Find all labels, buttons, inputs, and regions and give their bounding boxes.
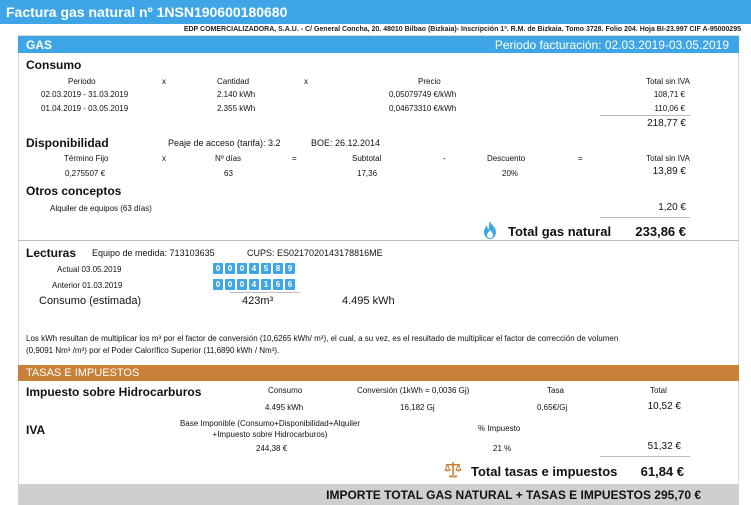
equipo-text: Equipo de medida: 713103635 (92, 248, 215, 258)
consumo-m3: 423m³ (242, 295, 274, 307)
disponibilidad-title: Disponibilidad (26, 136, 109, 150)
reading-digit: 0 (225, 279, 235, 290)
tasas-section-bar (18, 365, 739, 381)
invoice-title: Factura gas natural nº 1NSN190600180680 (6, 4, 288, 20)
iva-col-pct: % Impuesto (478, 424, 521, 433)
col-x2: x (304, 77, 308, 86)
peaje-text: Peaje de acceso (tarifa): 3.2 (168, 138, 281, 148)
hidro-consumo: 4.495 kWh (265, 403, 304, 412)
hidro-col-consumo: Consumo (268, 386, 303, 395)
row1-periodo: 02.03.2019 - 31.03.2019 (41, 90, 129, 99)
alquiler-value: 1,20 € (658, 202, 686, 213)
conversion-note-line2: (0,9091 Nm³ /m³) por el Poder Calorífico Superior (11,6890 kWh / Nm³). (26, 346, 280, 355)
alquiler-text: Alquiler de equipos (63 días) (50, 204, 152, 213)
scales-icon (444, 461, 462, 478)
total-tasas-label: Total tasas e impuestos (471, 464, 618, 479)
reading-digit: 5 (261, 263, 271, 274)
hidro-col-conversion: Conversión (1kWh = 0,0036 Gj) (357, 386, 470, 395)
readings-rule (230, 292, 300, 293)
anterior-reading (213, 279, 295, 290)
iva-base-header-1: Base Imponible (Consumo+Disponibilidad+Alquiler (179, 419, 361, 428)
consumo-title: Consumo (26, 58, 82, 72)
reading-digit: 0 (213, 279, 223, 290)
row2-cantidad: 2.355 kWh (217, 104, 256, 113)
otros-title: Otros conceptos (26, 184, 122, 198)
iva-total: 51,32 € (647, 441, 681, 452)
reading-digit: 6 (273, 279, 283, 290)
reading-digit: 0 (237, 279, 247, 290)
reading-digit: 1 (261, 279, 271, 290)
reading-digit: 0 (213, 263, 223, 274)
col-dias: Nº días (215, 154, 242, 163)
actual-label: Actual 03.05.2019 (57, 265, 122, 274)
tasas-title: TASAS E IMPUESTOS (26, 367, 140, 379)
col-precio: Precio (418, 77, 441, 86)
consumo-subtotal-rule (600, 115, 690, 116)
col-minus: - (443, 154, 446, 163)
actual-reading (213, 263, 295, 274)
total-tasas-value: 61,84 € (640, 464, 684, 479)
consumo-estimada-label: Consumo (estimada) (39, 295, 142, 307)
lecturas-title: Lecturas (26, 246, 77, 260)
reading-digit: 9 (285, 263, 295, 274)
disp-subtotal: 17,36 (357, 169, 378, 178)
row2-total: 110,06 € (654, 104, 685, 113)
disp-descuento: 20% (502, 169, 519, 178)
otros-rule (600, 217, 690, 218)
col-termino: Término Fijo (64, 154, 109, 163)
grand-total: IMPORTE TOTAL GAS NATURAL + TASAS E IMPUESTOS 295,70 € (326, 488, 701, 502)
row1-cantidad: 2.140 kWh (217, 90, 256, 99)
iva-base: 244,38 € (256, 444, 288, 453)
hidro-total: 10,52 € (647, 401, 681, 412)
col-descuento: Descuento (487, 154, 526, 163)
consumo-kwh: 4.495 kWh (342, 295, 395, 307)
hidro-col-tasa: Tasa (547, 386, 564, 395)
col-x1: x (162, 77, 166, 86)
total-gas-value: 233,86 € (635, 224, 686, 239)
iva-title: IVA (26, 423, 46, 437)
col-subtotal: Subtotal (352, 154, 382, 163)
col-total: Total sin IVA (646, 77, 690, 86)
invoice-title-bar (0, 0, 751, 24)
row1-total: 108,71 € (653, 90, 685, 99)
reading-digit: 8 (273, 263, 283, 274)
total-gas-label: Total gas natural (508, 224, 612, 239)
anterior-label: Anterior 01.03.2019 (52, 281, 123, 290)
row2-periodo: 01.04.2019 - 03.05.2019 (41, 104, 129, 113)
iva-base-header-2: +Impuesto sobre Hidrocarburos) (212, 430, 328, 439)
disp-dias: 63 (224, 169, 233, 178)
reading-digit: 6 (285, 279, 295, 290)
conversion-note-line1: Los kWh resultan de multiplicar los m³ por el factor de conversión (10,6265 kWh/ m³), el cual, a su vez, es el resultado de multiplicar el factor de corrección de volumen (26, 334, 619, 343)
cups-text: CUPS: ES0217020143178816ME (247, 248, 383, 258)
billing-period: Periodo facturación: 02.03.2019-03.05.2019 (494, 38, 729, 52)
hidro-col-total: Total (650, 386, 667, 395)
hidro-conversion: 16,182 Gj (400, 403, 435, 412)
grand-total-bar (18, 484, 739, 505)
gas-section-bar (18, 36, 739, 53)
disp-total: 13,89 € (652, 166, 686, 177)
col-total-disp: Total sin IVA (646, 154, 690, 163)
col-eq2: = (578, 154, 583, 163)
col-cantidad: Cantidad (217, 77, 250, 86)
tasas-rule (600, 456, 690, 457)
row1-precio: 0,05079749 €/kWh (389, 90, 457, 99)
hidrocarburos-title: Impuesto sobre Hidrocarburos (26, 385, 202, 399)
boe-text: BOE: 26.12.2014 (311, 138, 381, 148)
consumo-subtotal: 218,77 € (647, 118, 686, 129)
reading-digit: 4 (249, 279, 259, 290)
col-x3: x (162, 154, 166, 163)
gas-label: GAS (26, 38, 53, 52)
gas-divider (18, 240, 739, 241)
reading-digit: 4 (249, 263, 259, 274)
company-info: EDP COMERCIALIZADORA, S.A.U. - C/ General Concha, 20. 48010 Bilbao (Bizkaia)- Inscripción 1ª. R.M. de Bizkaia. Tomo 3728. Folio 204. Hoja BI-23.997 CIF A-95000295 (183, 26, 741, 33)
hidro-tasa: 0,65€/Gj (537, 403, 568, 412)
reading-digit: 0 (237, 263, 247, 274)
reading-digit: 0 (225, 263, 235, 274)
col-eq1: = (292, 154, 297, 163)
disp-termino: 0,275507 € (65, 169, 106, 178)
flame-icon (482, 220, 498, 240)
col-periodo: Periodo (68, 77, 96, 86)
iva-pct: 21 % (493, 444, 512, 453)
row2-precio: 0,04673310 €/kWh (389, 104, 457, 113)
